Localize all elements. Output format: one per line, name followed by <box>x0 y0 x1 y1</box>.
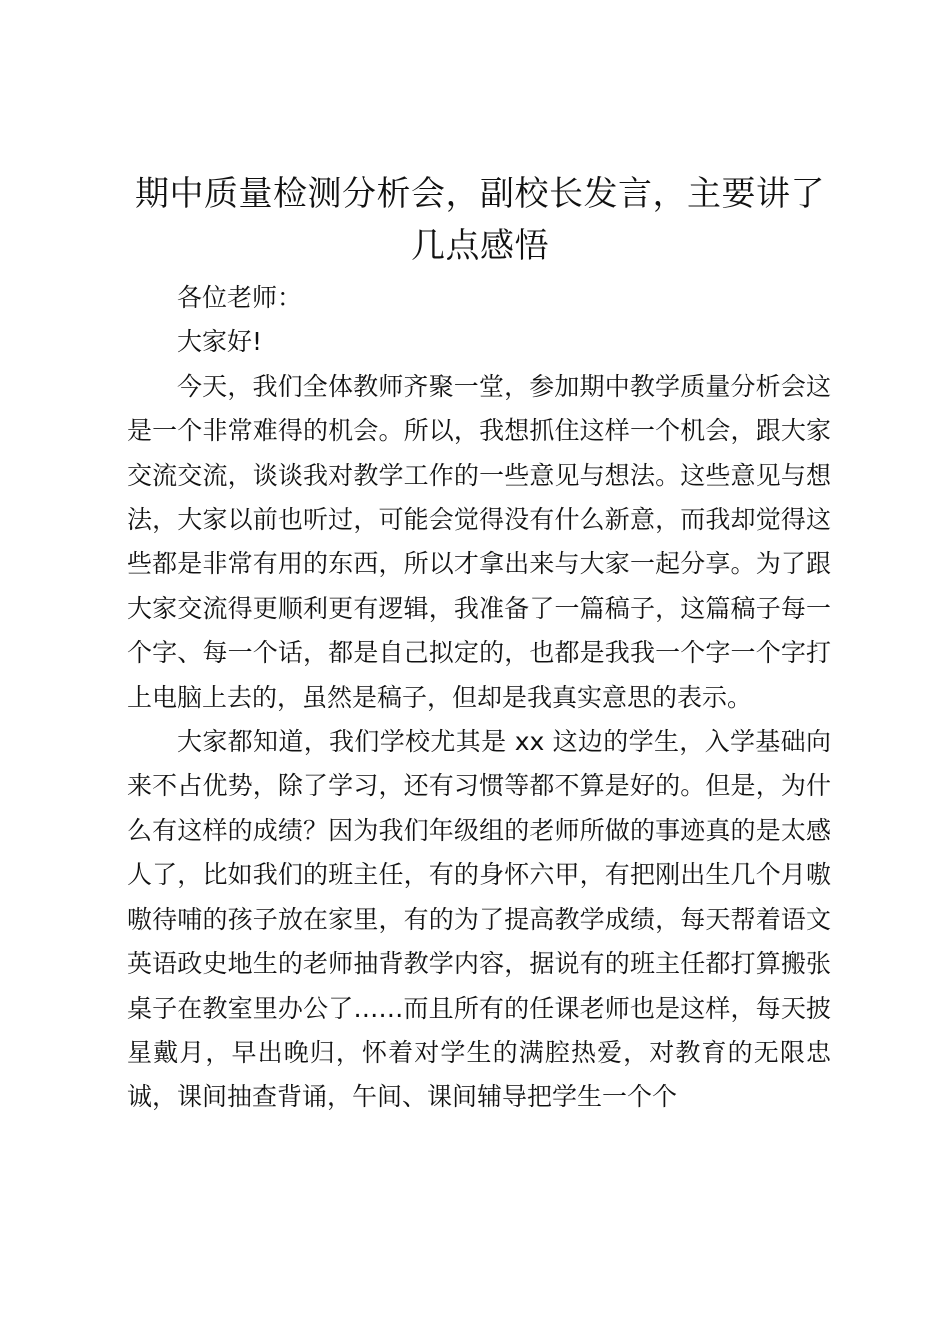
document-body <box>127 276 831 1120</box>
paragraph: 大家都知道，我们学校尤其是 xx 这边的学生，入学基础向来不占优势，除了学习，还有习惯等都不算是好的。但是，为什么有这样的成绩？因为我们年级组的老师所做的事迹真的是太感人了，比如我们的班主任，有的身怀六甲，有把刚出生几个月嗷嗷待哺的孩子放在家里，有的为了提高教学成绩，每天帮着语文英语政史地生的老师抽背教学内容，据说有的班主任都打算搬张桌子在教室里办公了……而且所有的任课老师也是这样，每天披星戴月，早出晚归，怀着对学生的满腔热爱，对教育的无限忠诚，课间抽查背诵，午间、课间辅导把学生一个个 <box>127 727 831 1112</box>
greeting: 大家好! <box>177 327 263 357</box>
document-title: 期中质量检测分析会，副校长发言，主要讲了几点感悟 <box>135 174 825 266</box>
salutation: 各位老师： <box>177 283 303 312</box>
paragraph: 今天，我们全体教师齐聚一堂，参加期中教学质量分析会这是一个非常难得的机会。所以，我想抓住这样一个机会，跟大家交流交流，谈谈我对教学工作的一些意见与想法。这些意见与想法，大家以前也听过，可能会觉得没有什么新意，而我却觉得这些都是非常有用的东西，所以才拿出来与大家一起分享。为了跟大家交流得更顺利更有逻辑，我准备了一篇稿子，这篇稿子每一个字、每一个话，都是自己拟定的，也都是我我一个字一个字打上电脑上去的，虽然是稿子，但却是我真实意思的表示。 <box>127 371 831 712</box>
